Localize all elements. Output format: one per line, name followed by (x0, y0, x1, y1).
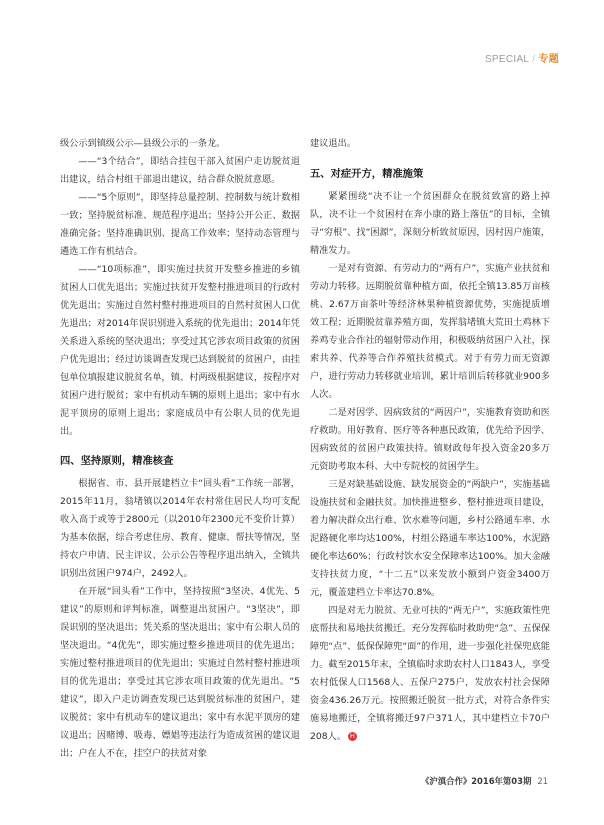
right-paragraph-1: 建议退出。 (310, 138, 356, 149)
right-paragraph-5: 三是对缺基础设施、缺发展资金的“两缺户”，实施基础设施扶贫和金融扶贫。加快推进整乡、整村推进项目建设，着力解决群众出行难、饮水难等问题，乡村公路通车率、水泥路硬化率均达100%，村组公路通车率达100%，水泥路硬化率达60%；行政村饮水安全保障率达100%。加大金融支持扶贫力度，“十二五”以来发放小额到户资金3400万元，覆盖建档立卡率达70.8%。 (310, 479, 550, 598)
header-separator: / (532, 54, 536, 65)
page-number: 21 (537, 776, 548, 786)
article-end-mark-icon: H (348, 732, 357, 741)
header-section-label: 专题 (538, 54, 559, 65)
right-paragraph-6-text: 四是对无力脱贫、无业可扶的“两无户”，实施政策性兜底帮扶和易地扶贫搬迁。充分发挥临时救助兜“急”、五保保障兜“点”、低保保障兜“面”的作用，进一步强化社保兜底能力。截至2015年末，全镇临时求助农村人口1843人，享受农村低保人口1568人、五保户275户，发放农村社会保障资金436.26万元。按照搬迁脱贫一批方式，对符合条件实施易地搬迁，全镇将搬迁97户371人，其中建档立卡70户208人。 (310, 605, 550, 742)
left-paragraph-3: ——“5个原则”，即坚持总量控制、控制数与统计数相一致；坚持脱贫标准、规范程序退出；坚持公开公正、数据准确完备；坚持准确识别、提高工作效率；坚持动态管理与遴选工作有机结合。 (60, 192, 300, 257)
section-heading-5: 五、对症开方，精准施策 (310, 168, 424, 180)
right-paragraph-6 (310, 602, 550, 746)
page-footer (421, 775, 548, 787)
left-paragraph-5: 根据省、市、县开展建档立卡“回头看”工作统一部署，2015年11月，翁堵镇以2014年农村常住居民人均可支配收入高于或等于2800元（以2010年2300元不变价计算）为基本依据，综合考虑住房、教育、健康、帮扶等情况，坚持农户申请、民主评议、公示公告等程序退出纳入，全镇共识别出贫困户974户，2492人。 (60, 478, 300, 579)
running-header (485, 50, 559, 65)
footer-magazine-issue: 《沪滇合作》2016年第03期 (420, 776, 532, 786)
right-paragraph-3: 一是对有资源、有劳动力的“两有户”，实施产业扶贫和劳动力转移。远期脱贫靠种植方面，依托全镇13.85万亩核桃、2.67万亩茶叶等经济林果种植资源优势，实施提质增效工程；近期脱贫靠养殖方面，发挥翁堵镇大荒田土鸡林下养鸡专业合作社的辐射带动作用，积极吸纳贫困户入社，探索共养、代养等合作养殖扶贫模式。对于有劳力而无资源户，进行劳动力转移就业培训，累计培训后转移就业900多人次。 (310, 263, 550, 400)
right-paragraph-4: 二是对因学、因病致贫的“两因户”，实施教育资助和医疗救助。用好教育、医疗等各种惠民政策，优先给予因学、因病致贫的贫困户政策扶持。镇财政每年投入资金20多万元资助考取本科、大中专院校的贫困学生。 (310, 407, 550, 472)
left-paragraph-4: ——“10项标准”，即实施过扶贫开发整乡推进的乡镇贫困人口优先退出；实施过扶贫开发整村推进项目的行政村优先退出；实施过自然村整村推进项目的自然村贫困人口优先退出；对2014年误识别进入系统的优先退出；2014年凭关系进入系统的坚决退出；享受过其它涉农项目政策的贫困户优先退出；经过访谈调查发现已达到脱贫的贫困户，由挂包单位填报建议脱贫名单，镇、村两级根据建议，按程序对贫困户进行脱贫；家中有机动车辆的原则上退出；家中有水泥平顶房的原则上退出；家庭成员中有公职人员的优先退出。 (60, 264, 300, 437)
left-paragraph-6: 在开展“回头看”工作中，坚持按照“3坚决、4优先、5建议”的原则和评判标准，调整退出贫困户。“3坚决”，即误识别的坚决退出；凭关系的坚决退出；家中有公职人员的坚决退出。“4优先”，即实施过整乡推进项目的优先退出；实施过整村推进项目的优先退出；实施过自然村整村推进项目的优先退出；享受过其它涉农项目政策的优先退出。“5建议”，即入户走访调查发现已达到脱贫标准的贫困户，建议脱贫；家中有机动车的建议退出；家中有水泥平顶房的建议退出；因赌博、吸毒、嫖娼等违法行为造成贫困的建议退出；户在人不在，挂空户的扶贫对象 (60, 586, 300, 759)
header-special-label: SPECIAL (484, 54, 530, 65)
left-paragraph-2: ——“3个结合”，即结合挂包干部入贫困户走访脱贫退出建议，结合村组干部退出建议，结合群众脱贫意愿。 (60, 156, 300, 185)
right-column (310, 135, 550, 746)
section-heading-4: 四、坚持原则，精准核查 (60, 455, 174, 467)
left-paragraph-1: 级公示到镇级公示—县级公示的一条龙。 (60, 138, 226, 149)
right-paragraph-2: 紧紧围绕“决不让一个贫困群众在脱贫致富的路上掉队，决不让一个贫困村在奔小康的路上落伍”的目标，全镇寻“穷根”、找“困源”，深刻分析致贫原因，因村因户施策，精准发力。 (310, 191, 550, 256)
left-column (60, 135, 300, 763)
